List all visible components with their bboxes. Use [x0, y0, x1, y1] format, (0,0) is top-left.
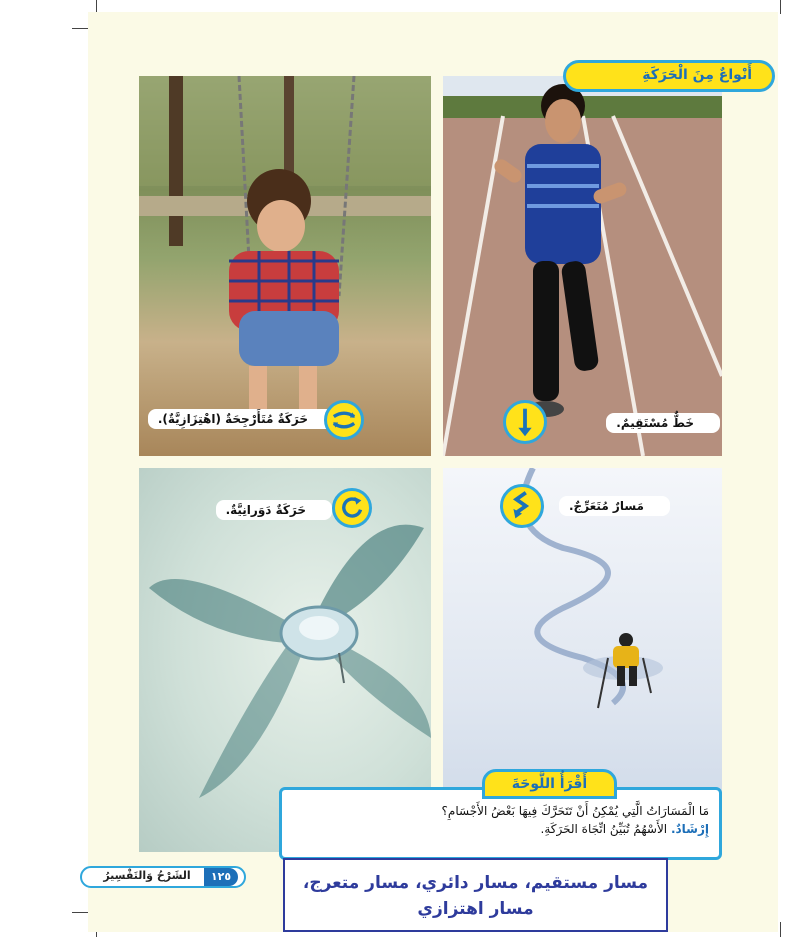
swing-illustration [139, 76, 431, 456]
runner-illustration [443, 76, 722, 456]
caption-straight: خَطٌّ مُسْتَقِيمٌ. [606, 413, 720, 433]
crop-mark [780, 0, 781, 14]
footer-label: الشَرْحُ وَالتَفْسِيرُ [103, 869, 191, 882]
caption-rotational: حَرَكَةٌ دَوَرانِيَّةٌ. [216, 500, 332, 520]
read-panel-title: أَقْرَأُ اللَّوحَةَ [482, 769, 617, 799]
circular-arrow-icon [332, 488, 372, 528]
swing-photo [139, 76, 431, 456]
swing-arrows-icon [324, 400, 364, 440]
page-footer [80, 866, 246, 888]
down-arrow-icon [503, 400, 547, 444]
zigzag-arrow-icon [500, 484, 544, 528]
answer-box: مسار مستقيم، مسار دائري، مسار متعرج، مسار اهتزازي [283, 858, 668, 932]
crop-mark [72, 28, 88, 29]
caption-zigzag: مَسارٌ مُتَعَرِّجٌ. [559, 496, 670, 516]
hint-text: الأَسْهُمُ تُبَيِّنُ اتِّجَاهَ الحَرَكَةِ. [540, 822, 668, 836]
section-title: أَنْواعٌ مِنَ الْحَرَكَةِ [563, 60, 775, 92]
page-number: ١٢٥ [204, 868, 238, 886]
crop-mark [780, 922, 781, 937]
crop-mark [72, 912, 88, 913]
read-question: مَا الْمَسَارَاتُ الَّتِي يُمْكِنُ أَنْ تَتَحَرَّكَ فِيهَا بَعْضُ الأَجْسَامِ؟ [441, 804, 709, 818]
hint-label: إِرْشَادٌ. [670, 822, 709, 836]
caption-swing: حَرَكَةٌ مُتَأَرْجِحَةٌ (اهْتِزَازِيَّةٌ). [148, 409, 334, 429]
